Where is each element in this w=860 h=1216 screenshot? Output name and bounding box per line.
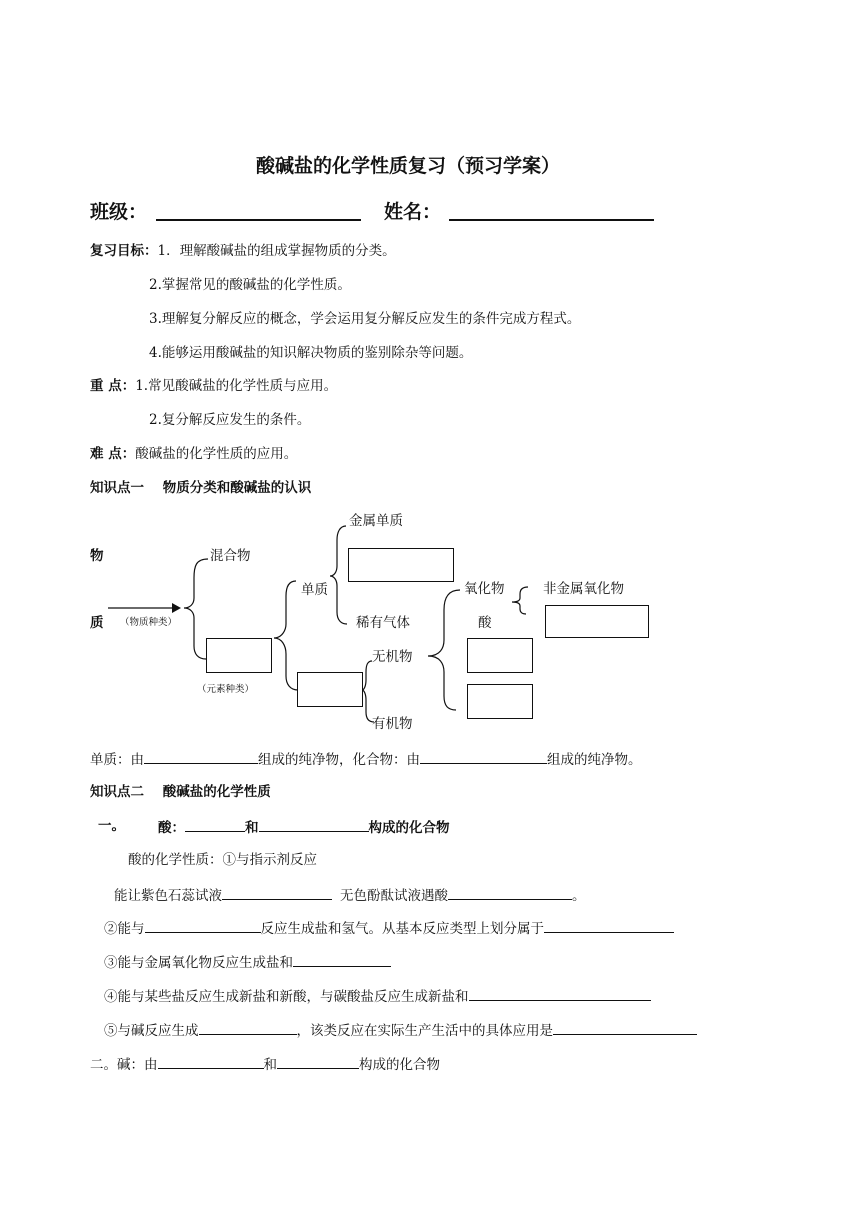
brace-simple	[330, 526, 347, 624]
base-component-2-blank[interactable]	[277, 1054, 359, 1069]
phenolphthalein-blank[interactable]	[448, 885, 572, 900]
property-5-line	[104, 1020, 697, 1040]
key-point-2: 2.复分解反应发生的条件。	[149, 412, 311, 428]
goal-item-3: 3.理解复分解反应的概念，学会运用复分解反应发生的条件完成方程式。	[149, 311, 581, 327]
indicator-part-a: 能让紫色石蕊试液	[114, 888, 222, 904]
noble-gas-label: 稀有气体	[356, 615, 410, 631]
application-blank[interactable]	[553, 1020, 697, 1035]
definitions-line	[90, 749, 642, 769]
inorganic-label: 无机物	[372, 649, 413, 665]
base-def-end: 构成的化合物	[359, 1057, 440, 1073]
brace-main	[184, 559, 208, 659]
property-4-line	[104, 986, 651, 1006]
neutralization-product-blank[interactable]	[199, 1020, 297, 1035]
acid-component-1-blank[interactable]	[185, 817, 245, 832]
acid-label: 酸	[478, 615, 492, 631]
goal-item-2: 2.掌握常见的酸碱盐的化学性质。	[149, 277, 351, 293]
class-label: 班级：	[90, 201, 148, 223]
p5-part-a: ⑤与碱反应生成	[104, 1023, 199, 1039]
litmus-blank[interactable]	[222, 885, 332, 900]
diagram-label-zhi: 质	[90, 615, 104, 631]
acid-line-num: 一。	[98, 818, 125, 834]
element-type-label: （元素种类）	[197, 684, 255, 695]
acid-def-and: 和	[245, 820, 259, 836]
indicator-part-b: 无色酚酞试液遇酸	[340, 888, 448, 904]
oxide-label: 氧化物	[464, 581, 505, 597]
substance-type-label: （物质种类）	[120, 617, 178, 628]
nonmetal-oxide-label: 非金属氧化物	[543, 581, 624, 597]
metal-label: 金属单质	[349, 513, 403, 529]
p5-part-b: ，该类反应在实际生产生活中的具体应用是	[296, 1023, 553, 1039]
goal-item-4: 4.能够运用酸碱盐的知识解决物质的鉴别除杂等问题。	[149, 345, 473, 361]
key-point-1: 1.常见酸碱盐的化学性质与应用。	[135, 378, 338, 394]
arrow-head	[172, 603, 181, 613]
name-label: 姓名：	[384, 201, 442, 223]
def-part-c: 组成的纯净物。	[547, 752, 642, 768]
page-title: 酸碱盐的化学性质复习（预习学案）	[256, 155, 561, 177]
acid-definition-line	[158, 817, 450, 837]
brace-pure	[274, 581, 298, 690]
p4-text: ④能与某些盐反应生成新盐和新酸，与碳酸盐反应生成新盐和	[104, 989, 469, 1005]
base-def-and: 和	[263, 1057, 277, 1073]
mixture-label: 混合物	[210, 548, 251, 564]
organic-label: 有机物	[372, 716, 413, 732]
simple-substance-label: 单质	[301, 582, 328, 598]
goals-label: 复习目标：	[90, 243, 158, 259]
def-part-b: 组成的纯净物，化合物：由	[258, 752, 420, 768]
salt-blank-box[interactable]	[467, 684, 533, 719]
brace-compound	[362, 661, 374, 722]
goal-item-1: 1．理解酸碱盐的组成掌握物质的分类。	[157, 243, 396, 259]
base-blank-box[interactable]	[467, 638, 533, 673]
diagram-label-wu: 物	[90, 548, 104, 564]
base-component-1-blank[interactable]	[158, 1054, 264, 1069]
property-2-line	[104, 918, 674, 938]
p2-part-a: ②能与	[104, 921, 145, 937]
difficulty-label: 难 点：	[90, 446, 136, 462]
acid-component-2-blank[interactable]	[259, 817, 369, 832]
compound-blank[interactable]	[420, 749, 547, 764]
compound-blank-box[interactable]	[297, 672, 363, 707]
indicator-line	[114, 885, 586, 905]
metal-reactant-blank[interactable]	[145, 918, 261, 933]
section2-heading: 知识点二 酸碱盐的化学性质	[90, 784, 271, 800]
difficulty-text: 酸碱盐的化学性质的应用。	[135, 446, 298, 462]
simple-substance-blank[interactable]	[144, 749, 258, 764]
section1-heading: 知识点一 物质分类和酸碱盐的认识	[90, 480, 312, 496]
carbonate-product-blank[interactable]	[469, 986, 651, 1001]
acid-def-end: 构成的化合物	[368, 820, 450, 836]
base-def-a: 二。碱：由	[90, 1057, 158, 1073]
pure-substance-blank-box[interactable]	[206, 638, 272, 673]
acid-props-heading: 酸的化学性质：①与指示剂反应	[128, 852, 317, 868]
metal-oxide-blank-box[interactable]	[545, 605, 649, 638]
def-part-a: 单质：由	[90, 752, 144, 768]
property-3-line	[104, 952, 391, 972]
p2-part-b: 反应生成盐和氢气。从基本反应类型上划分属于	[260, 921, 544, 937]
base-definition-line	[90, 1054, 440, 1074]
acid-def-label: 酸：	[158, 820, 185, 836]
indicator-end: 。	[572, 888, 586, 904]
reaction-type-blank[interactable]	[544, 918, 674, 933]
brace-oxide	[512, 587, 528, 614]
p3-text: ③能与金属氧化物反应生成盐和	[104, 955, 293, 971]
metal-oxide-product-blank[interactable]	[293, 952, 391, 967]
key-points-label: 重 点：	[90, 378, 136, 394]
metal-blank-box[interactable]	[348, 548, 454, 582]
brace-inorganic	[428, 590, 460, 710]
